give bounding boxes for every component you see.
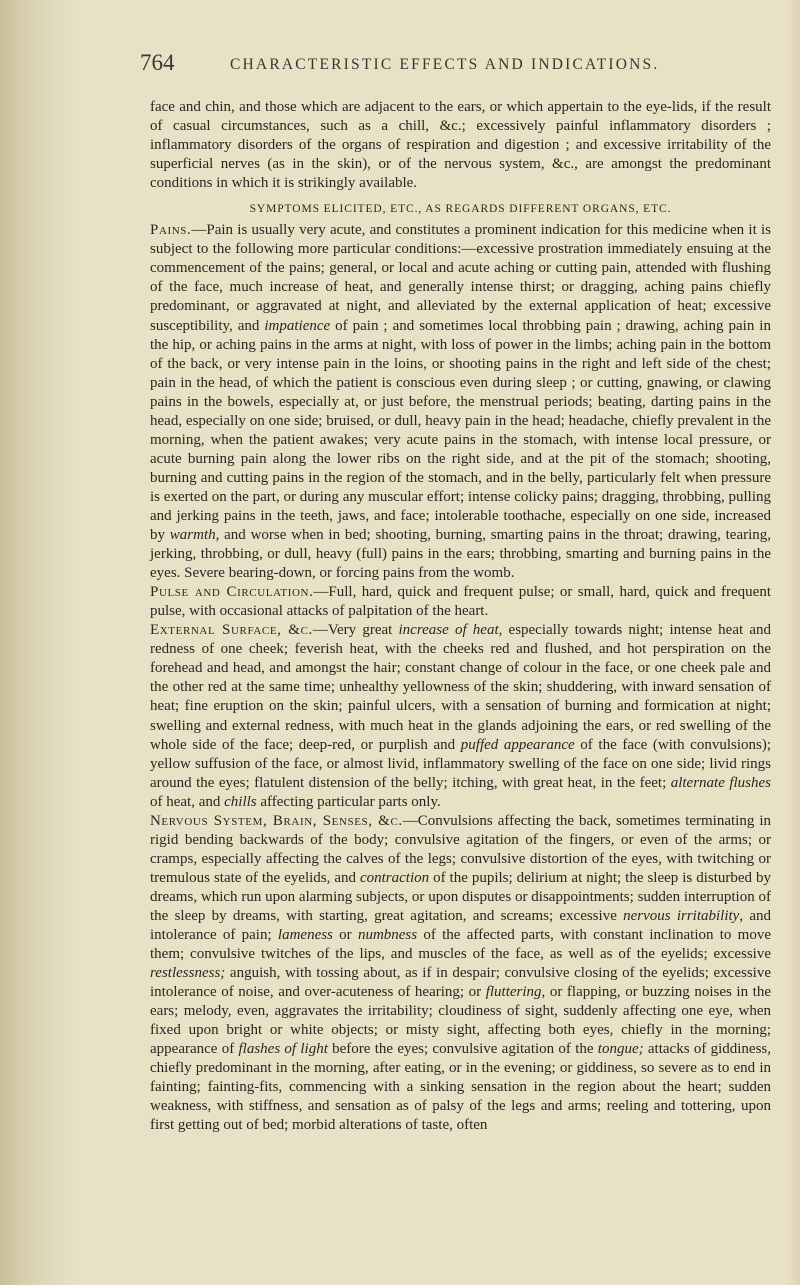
page-number: 764 (140, 50, 175, 75)
pains-em-2: warmth (169, 527, 216, 544)
body-text (150, 98, 771, 1136)
running-head (140, 50, 771, 84)
paragraph-pulse (150, 583, 771, 621)
section-heading: SYMPTOMS ELICITED, ETC., AS REGARDS DIFFERENT ORGANS, ETC. (249, 203, 672, 216)
nervous-em-3: lameness (277, 927, 333, 944)
nervous-text-9: attacks of giddiness, chiefly predominant in the morning, after eating, or in the evening; or giddiness, so severe as to end in fainting; fainting-fits, commencing with a sinking sensation in the region about the heart; sudden weakness, with stiffness, and sensation as of palsy of the legs and arms; reeling and tottering, upon first getting out of bed; morbid alterations of taste, often (150, 1041, 771, 1134)
paragraph-surface (150, 621, 771, 811)
nervous-em-4: numbness (357, 927, 418, 944)
surface-em-1: increase of heat (398, 622, 499, 639)
surface-text-4: of heat, and (150, 793, 225, 810)
surface-lead: External Surface, &c. (150, 622, 313, 639)
page-edge-shadow (786, 0, 800, 1285)
nervous-text-3: , and intolerance of pain; (150, 907, 771, 944)
pains-text-3: , and worse when in bed; shooting, burning, smarting pains in the throat; drawing, tearing, jerking, throbbing, or dull, heavy (full) pains in the ears; throbbing, smarting and burning pains in the eyes. Severe bearing-down, or forcing pains from the womb. (150, 527, 772, 582)
page-gutter-shadow (0, 0, 80, 1285)
nervous-em-1: contraction (359, 869, 430, 886)
surface-text-2: , especially towards night; intense heat and redness of one cheek; feverish heat, with the cheeks red and flushed, and hot perspiration on the forehead and head, and amongst the hair; constant change of colour in the face, or one cheek pale and the other red at the same time; unhealthy yellowness of the skin; shuddering, with inward sensation of heat; fine eruption on the skin; painful ulcers, with a sensation of burning and formication at night; swelling and external redness, with much heat in the glands adjoining the ears, or red swelling of the whole side of the face; deep-red, or purplish and (150, 622, 771, 753)
nervous-text-7: , or flapping, or buzzing noises in the ears; melody, even, aggravates the irritability; cloudiness of sight, suddenly affecting one eye, when fixed upon bright or white objects; or misty sight, affecting both eyes, chiefly in the morning; appearance of (150, 984, 771, 1058)
nervous-em-5: restlessness; (150, 965, 226, 982)
running-title: CHARACTERISTIC EFFECTS AND INDICATIONS. (230, 56, 660, 73)
pains-text-2: of pain ; and sometimes local throbbing pain ; drawing, aching pain in the hip, or aching pains in the arms at night, with loss of power in the limbs; aching pain in the bottom of the back, or very intense pain in the loins, or shooting pains in the right and left side of the chest; pain in the head, of which the patient is conscious even during sleep ; or cutting, gnawing, or clawing pains in the bowels, especially at, or just before, the menstrual periods; beating, darting pains in the head, especially on one side; bruised, or dull, heavy pain in the head; headache, chiefly prevalent in the morning, when the patient awakes; very acute pains in the stomach, with intense local pressure, or acute burning pain along the lower ribs on the right side, and at the pit of the stomach; shooting, burning and cutting pains in the region of the stomach, and in the belly, particularly felt when pressure is exerted on the part, or during any muscular effort; intense colicky pains; dragging, throbbing, pulling and jerking pains in the teeth, jaws, and face; intolerable toothache, especially on one side, increased by (150, 317, 771, 544)
surface-em-3: alternate flushes (670, 774, 771, 791)
nervous-em-6: fluttering (485, 984, 542, 1001)
intro-paragraph (150, 98, 771, 193)
paragraph-nervous (150, 812, 771, 1136)
surface-text-1: —Very great (312, 622, 399, 639)
nervous-text-2: of the pupils; delirium at night; the sleep is disturbed by dreams, which run upon alarming subjects, or upon disputes or disappointments; sudden interruption of the sleep by dreams, with starting, great agitation, and screams; excessive (150, 869, 771, 924)
pains-lead: Pains. (150, 222, 192, 239)
surface-em-4: chills (224, 793, 257, 810)
pulse-lead: Pulse and Circulation. (150, 584, 314, 601)
nervous-text-6: anguish, with tossing about, as if in despair; convulsive closing of the eyelids; excessive intolerance of noise, and over-acuteness of hearing; or (150, 965, 771, 1001)
paragraph-pains (150, 221, 771, 583)
nervous-em-2: nervous irritability (623, 907, 740, 924)
pulse-text: —Full, hard, quick and frequent pulse; or small, hard, quick and frequent pulse, with occasional attacks of palpitation of the heart. (150, 584, 772, 620)
nervous-text-1: —Convulsions affecting the back, sometimes terminating in rigid bending backwards of the body; convulsive agitation of the fingers, or even of the arms; or cramps, especially affecting the calves of the legs; convulsive distortion of the eyes, with twitching or tremulous state of the eyelids, and (150, 812, 771, 886)
surface-em-2: puffed appearance (460, 736, 575, 753)
surface-text-3: of the face (with convulsions); yellow suffusion of the face, or almost livid, inflammatory swelling of the face on one side; livid rings around the eyes; flatulent distension of the belly; itching, with great heat, in the feet; (150, 736, 772, 791)
nervous-em-7: flashes of light (238, 1041, 328, 1058)
nervous-lead: Nervous System, Brain, Senses, &c. (150, 812, 403, 829)
surface-text-5: affecting particular parts only. (256, 793, 441, 810)
nervous-em-8: tongue; (597, 1041, 644, 1058)
nervous-text-5: of the affected parts, with constant inclination to move them; convulsive twitches of the lips, and muscles of the face, as well as of the eyelids; excessive (150, 927, 772, 963)
pains-em-1: impatience (264, 317, 331, 334)
book-page (140, 50, 772, 1136)
nervous-text-4: or (332, 927, 358, 944)
intro-text: face and chin, and those which are adjacent to the ears, or which appertain to the eye-lids, if the result of casual circumstances, such as a chill, &c.; excessively painful inflammatory disorders ; inflammatory disorders of the organs of respiration and digestion ; and excessive irritability of the superficial nerves (as in the skin), or of the nervous system, &c., are amongst the predominant conditions in which it is strikingly available. (150, 99, 771, 192)
nervous-text-8: before the eyes; convulsive agitation of the (327, 1041, 598, 1058)
pains-text-1: —Pain is usually very acute, and constitutes a prominent indication for this medicine when it is subject to the following more particular conditions:—excessive prostration immediately ensuing at the commencement of the pains; general, or local and acute aching or cutting pain, attended with flushing of the face, much increase of heat, and generally intense thirst; or dragging, aching pains chiefly predominant, or aggravated at night, and alleviated by the external application of heat; excessive susceptibility, and (150, 222, 771, 334)
